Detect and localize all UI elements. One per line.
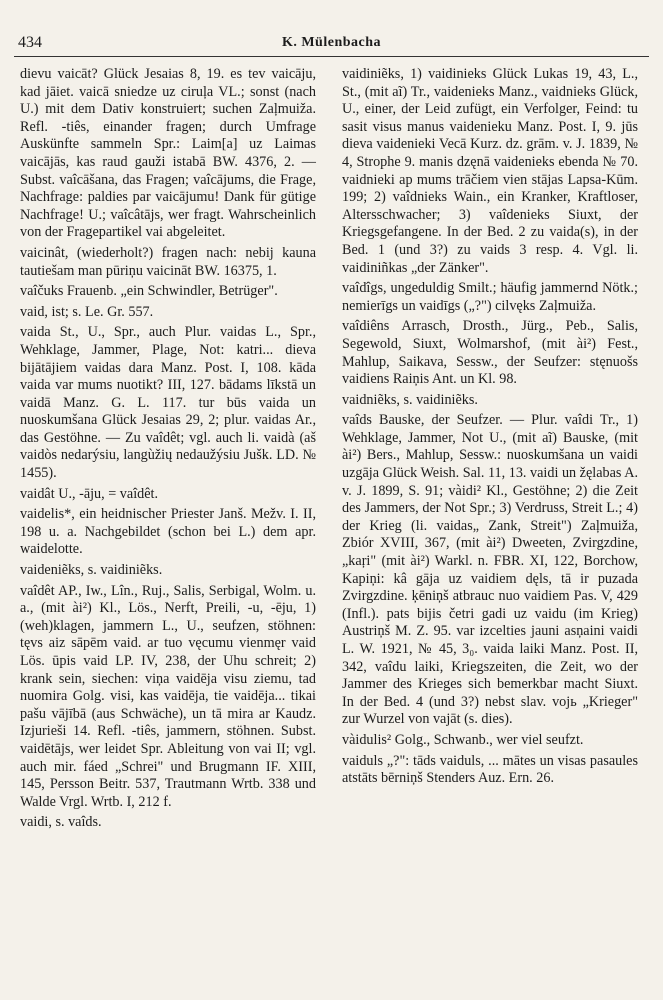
entry-vaid: vaid, ist; s. Le. Gr. 557.: [20, 303, 154, 320]
entry-vaicat-cont: dievu vaicāt? Glück Jesaias 8, 19. es tev vaicāju, kad jāiet. vaicā sniedze uz ciruļa VL.; sonst (nach U.) mit dem Dativ konstruiert; suchen Zaļmuiža. Refl. -tiês, einander fragen; durch Umfrage Auskünfte sammeln Spr.: Laim[a] uz Laimas vaicājās, kas raud gauži istabā BW. 4376, 2. — Subst. vaîcāšana, das Fragen; vaîcājums, die Frage, Nachfrage: paldies par vaicājumu! Dank für gütige Nachfrage! U.; vaîcâtājs, wer fragt. Wahrscheinlich von der Fragepartikel vai abgeleitet.: [20, 66, 316, 241]
entry-vaidulis: vàidulis² Golg., Schwanb., wer viel seufzt.: [342, 731, 584, 748]
entry-vaidet: vaîdêt AP., Iw., Lîn., Ruj., Salis, Serbigal, Wolm. u. a., (mit ài²) Kl., Lös., Nerft, Preili, -u, -ēju, 1) (weh)klagen, jammern L., U., seufzen, stöhnen: tęvs aiz sāpēm vaid. ar tuo vęcumu vienmęr vaid Lös. ūpis vaid LP. IV, 238, der Uhu schreit; 2) krank sein, siechen: viņa vaidēja visu ziemu, tad nuomira Golg. visi, kas vaidēja, tie vaidēja... tikai pašu vājībā (aus Schwäche), un tā mira ar Kaudz. Izjurieši 14. Refl. -tiês, jammern, stöhnen. Subst. vaidētājs, wer leidet Spr. Ableitung von vai II; vgl. auch mir. fáed „Schrei" und Brugmann IF. XIII, 145, Persson Beitr. 537, Trautmann Wrtb. 338 und Walde Vrgl. Wrtb. I, 212 f.: [20, 582, 316, 810]
entry-vaids: vaîds Bauske, der Seufzer. — Plur. vaîdi Tr., 1) Wehklage, Jammer, Not U., (mit aĩ) Bauske, (mit ài²) Bers., Mahlup, Sessw.: nuoskumšana un vaidi uzgāja Glück Weish. Sal. 11, 13. vaidi un žęlabas A. v. J. 1899, S. 91; vàidi² Kl., Gestöhne; 2) die Zeit des Jammers, der Not Spr.; 3) Verdruss, Streit L.; 4) der Krieg (li. vaidas„ Zank, Streit") Zaļmuiža, Zbiór XVIII, 367, (mit ài²) Dweeten, Zvirgzdine, „kaŗi" (mit ài²) Warkl. n. FBR. XI, 122, Borchow, Kapiņi: kâ gāja uz vaidiem dęls, tā ir puzada Zvirgzdine. ķēniņš atbrauc nuo vaidiem Pas. V, 429 (Infl.). pats bijis četri gadi uz vaidu (im Krieg) Austriņš M. Z. 95. var izcelties jauni asņaini vaidi L. W. 1921, № 45, 3₀. vaida laiki Manz. Post. II, 342, vaîdu laiki, Kriegszeiten, die Zeit, wo der Jammer des Krieges sich bemerkbar macht Siuxt. In der Bed. 4 (und 3?) nebst slav. vojь „Krieger" zur Wurzel von vajāt (s. dies).: [342, 412, 638, 728]
entry-vaidigs: vaîdîgs, ungeduldig Smilt.; häufig jammernd Nötk.; nemierīgs un vaidīgs („?") cilvęks Zaļmuiža.: [342, 280, 638, 314]
entry-vaicinat: vaicinât, (wiederholt?) fragen nach: nebij kauna tautiešam man pūriņu vaicināt BW. 16375, 1.: [20, 244, 316, 279]
running-title: K. Mülenbacha: [281, 35, 382, 50]
entry-vaidniks: vaidniẽks, s. vaidiniẽks.: [342, 391, 478, 408]
entry-vaideniks: vaideniẽks, s. vaidiniẽks.: [20, 562, 163, 579]
left-column: [20, 66, 316, 835]
entry-vaidelis: vaidelis*, ein heidnischer Priester Janš. Mežv. I. II, 198 u. a. Nachgebildet (schon bei L.) dem apr. waidelotte.: [20, 506, 316, 558]
page-header: [14, 34, 649, 57]
entry-vaidiniks: vaidiniẽks, 1) vaidinieks Glück Lukas 19, 43, L., St., (mit aĩ) Tr., vaidenieks Manz., vaidnieks Glück, U., einer, der Leid zufügt, ein Verfolger, Feind: tu sasit visus manus vaidenieku Manz. Post. I, 9. jūs dieva vaidenieki Vecā Kurz. dz. grām. v. J. 1839, № 4, Strophe 9. manis dzęnā vaidenieks ebenda № 70. vaidnieki ap mums trāčiem vien stājas Lapsa-Kūm. 199; 2) vaîdnieks Wain., ein Kranker, Kraftloser, Altersschwacher; 3) vaîdenieks Siuxt, der Kriegsgefangene. In der Bed. 2 zu vaida(s), in der Bed. 1 (und 3?) zu vaids 3 resp. 4. Vgl. li. vaidiniñkas „der Zänker".: [342, 66, 638, 276]
entry-vaiduls: vaiduls „?": tāds vaiduls, ... mātes un visas pasaules atstāts bērniņš Stenders Auz. Ern. 26.: [342, 752, 638, 787]
entry-vaidat: vaidât U., -āju, = vaîdêt.: [20, 485, 159, 502]
entry-vaidi: vaidi, s. vaîds.: [20, 814, 102, 831]
entry-vaida: vaida St., U., Spr., auch Plur. vaidas L., Spr., Wehklage, Jammer, Plage, Not: katri... dieva bijātājiem vaidas dara Manz. Post. I, 108. kāda vaida var mums nuotikt? III, 127. bādams līkstā un vaidā Manz. G. L. 117. tur būs vaida un nuoskumšana Glück Jesaias 29, 2; plur. vaidas Ar., das Gestöhne. — Zu vaîdêt; vgl. auch li. vaidà (aš vaidòs nedarýsiu, langùžių nedaužýsiu Jušk. LD. № 1455).: [20, 324, 316, 482]
right-column: [342, 66, 638, 791]
entry-vaicuks: vaîčuks Frauenb. „ein Schwindler, Betrüger".: [20, 283, 278, 300]
page-number: 434: [18, 34, 42, 51]
entry-vaidiens: vaîdiêns Arrasch, Drosth., Jürg., Peb., Salis, Segewold, Siuxt, Wolmarshof, (mit ài²) Fest., Mahlup, Saikava, Sessw., der Seufzer: stęnuošs vaidiens Raiņis Ant. un Kl. 98.: [342, 318, 638, 388]
